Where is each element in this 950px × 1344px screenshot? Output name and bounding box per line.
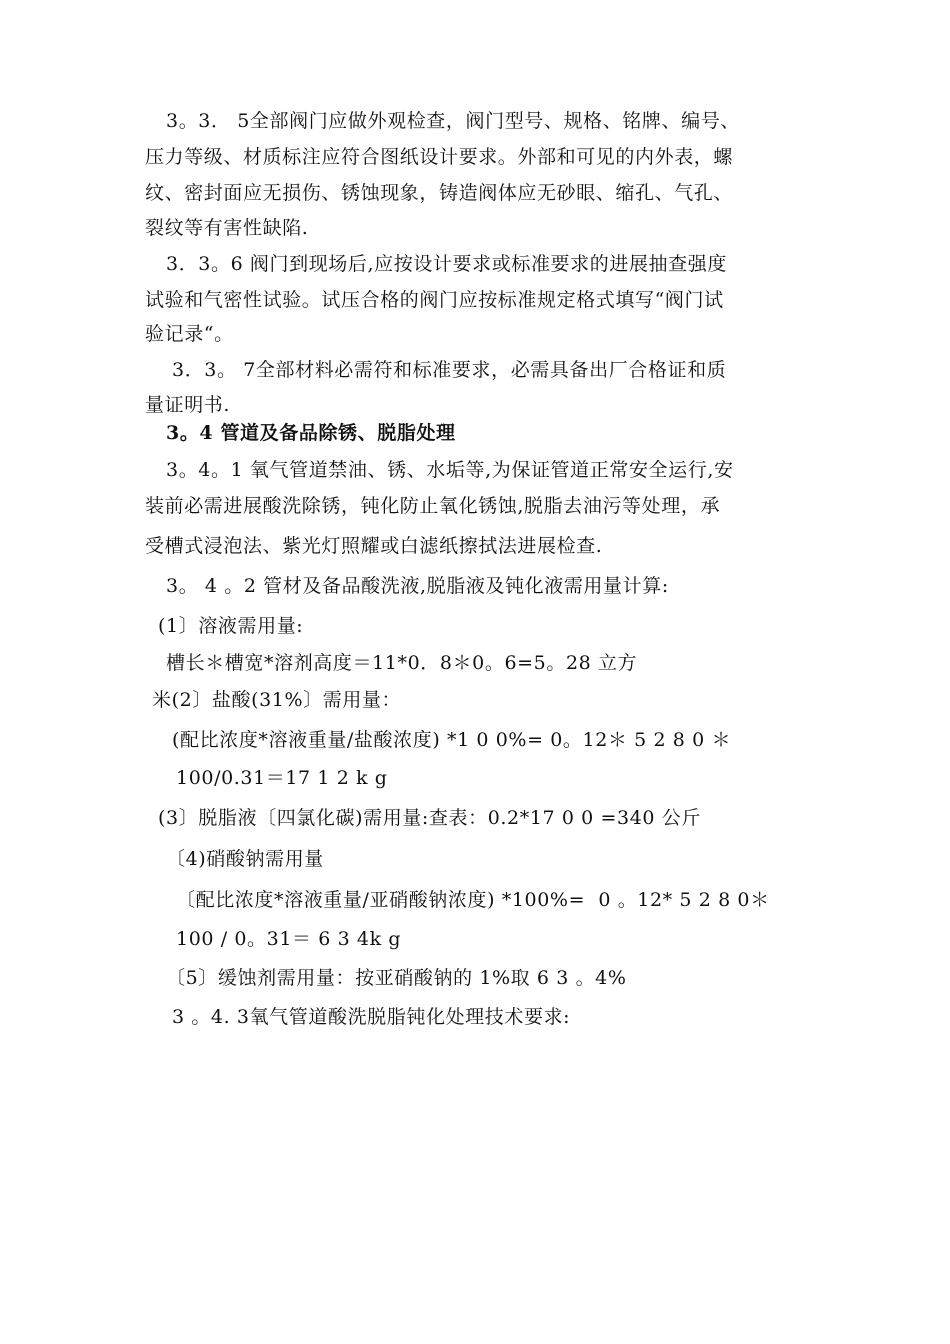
paragraph-3-4-2-title: 3。 4 。2 管材及备品酸洗液,脱脂液及钝化液需用量计算:	[166, 575, 669, 597]
paragraph-3-4-1-line-2: 装前必需进展酸洗除锈，钝化防止氧化锈蚀,脱脂去油污等处理，承	[145, 495, 721, 517]
paragraph-3-3-5-line-4: 裂纹等有害性缺陷.	[145, 217, 309, 239]
item-1-title: (1〕溶液需用量:	[158, 615, 304, 637]
item-2-title: 米(2〕盐酸(31%〕需用量：	[152, 689, 402, 711]
item-4-formula-line-2: 100 / 0。31＝ 6 3 4k g	[176, 928, 402, 950]
item-3-line: (3〕脱脂液〔四氯化碳)需用量:查表：0.2*17 0 0 =340 公斤	[158, 807, 701, 829]
item-1-formula: 槽长＊槽宽*溶剂高度＝11*0．8＊0。6=5。28 立方	[166, 652, 638, 674]
paragraph-3-3-5-line-3: 纹、密封面应无损伤、锈蚀现象，铸造阀体应无砂眼、缩孔、气孔、	[145, 182, 734, 204]
paragraph-3-4-1-line-3: 受槽式浸泡法、紫光灯照耀或白滤纸擦拭法进展检查.	[145, 535, 603, 557]
item-4-formula-line-1: 〔配比浓度*溶液重量/亚硝酸钠浓度) *100%= 0 。12* 5 2 8 0＊	[176, 889, 770, 911]
paragraph-3-3-5-line-2: 压力等级、材质标注应符合图纸设计要求。外部和可见的内外表，螺	[145, 146, 734, 168]
paragraph-3-3-7-line-1: 3．3。 7全部材料必需符和标准要求，必需具备出厂合格证和质	[172, 359, 727, 381]
paragraph-3-3-5-line-1: 3。3． 5全部阀门应做外观检查，阀门型号、规格、铭牌、编号、	[166, 110, 740, 132]
item-5-line: 〔5〕缓蚀剂需用量：按亚硝酸钠的 1%取 6 3 。4%	[166, 967, 627, 989]
paragraph-3-3-6-line-2: 试验和气密性试验。试压合格的阀门应按标准规定格式填写“阀门试	[145, 289, 724, 311]
paragraph-3-3-6-line-1: 3．3。6 阀门到现场后,应按设计要求或标准要求的进展抽查强度	[166, 253, 727, 275]
paragraph-3-4-3-title: 3 。4. 3氧气管道酸洗脱脂钝化处理技术要求:	[172, 1006, 571, 1028]
paragraph-3-3-6-line-3: 验记录“。	[145, 323, 234, 345]
item-2-formula-line-1: (配比浓度*溶液重量/盐酸浓度) *1 0 0%= 0。12＊ 5 2 8 0 ＊	[172, 729, 732, 751]
paragraph-3-4-1-line-1: 3。4。1 氧气管道禁油、锈、水垢等,为保证管道正常安全运行,安	[166, 459, 734, 481]
paragraph-3-3-7-line-2: 量证明书.	[145, 394, 231, 416]
item-4-title: 〔4)硝酸钠需用量	[166, 848, 324, 870]
section-heading-3-4: 3。4 管道及备品除锈、脱脂处理	[166, 422, 456, 444]
item-2-formula-line-2: 100/0.31＝17 1 2 k g	[176, 767, 388, 789]
